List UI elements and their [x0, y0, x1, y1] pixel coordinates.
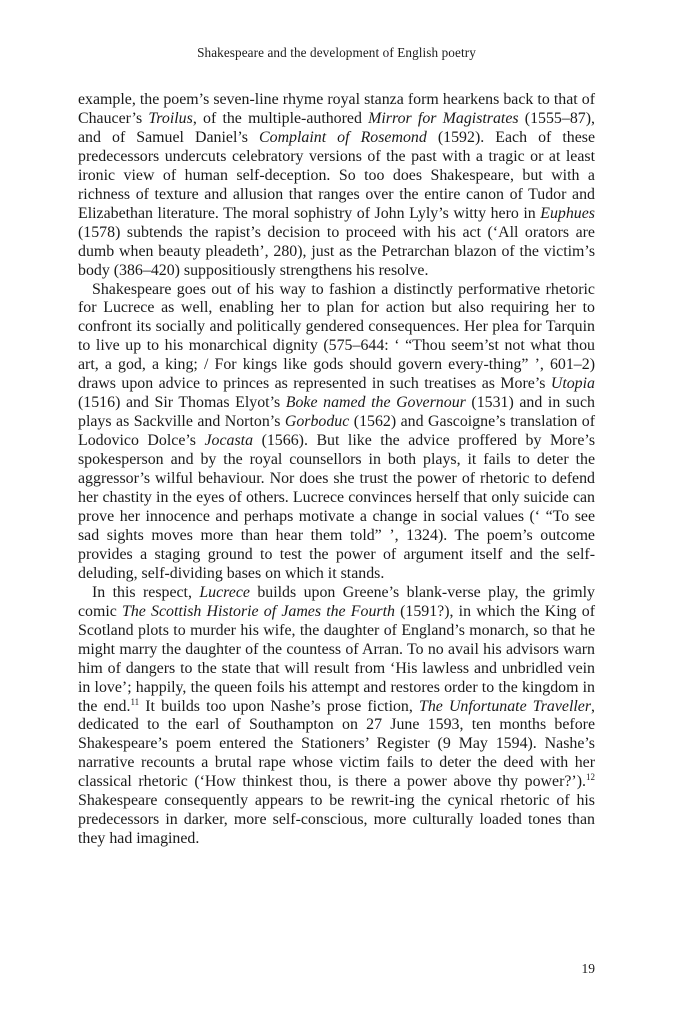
text-run: example, the poem’s seven-line rhyme royal stanza form hearkens back to that of Chaucer’s — [78, 91, 595, 127]
footnote-reference: 12 — [586, 772, 595, 783]
italic-title: The Scottish Historie of James the Fourth — [122, 602, 395, 620]
text-run: Shakespeare goes out of his way to fashion a distinctly performative rhetoric for Lucrece as well, enabling her to plan for action but also requiring her to confront its socially and politically gendered consequences. Her plea for Tarquin to live up to his monarchical dignity (575–644: ‘ “Thou seem’st not what thou art, a god, a king; / For kings like gods should govern every-thing” ’, 601–2) draws upon advice to princes as represented in such treatises as More’s — [78, 280, 595, 393]
text-run: Shakespeare consequently appears to be rewrit-ing the cynical rhetoric of his predecessors in darker, more self-conscious, more culturally loaded tones than they had imagined. — [78, 792, 595, 848]
text-run: (1555–87), and of Samuel Daniel’s — [78, 109, 595, 146]
italic-title: Troilus — [148, 109, 193, 127]
text-run: (1591?), in which the King of Scotland plots to murder his wife, the daughter of England’s monarch, so that he might marry the daughter of the countess of Arran. To no avail his advisors warn him of dangers to the state that will result from ‘His lawless and unbridled vein in love’; happily, the queen foils his attempt and restores order to the kingdom in the end. — [78, 602, 596, 715]
text-run: , of the multiple-authored — [192, 109, 369, 127]
paragraph-1 — [78, 91, 595, 281]
text-run: In this respect, — [92, 583, 200, 601]
italic-title: The Unfortunate Traveller — [418, 697, 592, 715]
italic-title: Gorboduc — [284, 413, 350, 431]
text-run: , dedicated to the earl of Southampton on 27 June 1593, ten months before Shakespeare’s poem entered the Stationers’ Register (9 May 1594). Nashe’s narrative recounts a brutal rape whose victim fails to deter the deed with her classical rhetoric (‘How thinkest thou, is there a power above thy power?’). — [78, 697, 596, 791]
italic-title: Utopia — [550, 375, 595, 393]
paragraph-2 — [78, 281, 595, 584]
text-run: (1531) and in such plays as Sackville and Norton’s — [78, 394, 596, 431]
text-run: It builds too upon Nashe’s prose fiction, — [139, 697, 419, 715]
text-run: (1516) and Sir Thomas Elyot’s — [78, 394, 286, 412]
text-run: builds upon Greene’s blank-verse play, the grimly comic — [78, 583, 595, 620]
italic-title: Complaint of Rosemond — [259, 128, 427, 146]
italic-title: Boke named the Governour — [285, 394, 466, 412]
italic-title: Euphues — [540, 204, 595, 222]
text-run: (1562) and Gascoigne’s translation of Lodovico Dolce’s — [78, 413, 595, 450]
text-run: (1566). But like the advice proffered by More’s spokesperson and by the royal counsellors in both plays, it fails to deter the aggressor’s wilful behaviour. Nor does she trust the power of rhetoric to defend her chastity in the eyes of others. Lucrece convinces herself that only suicide can prove her innocence and perhaps motivate a change in social values (‘ “To see sad sights moves more than hear them told” ’, 1324). The poem’s outcome provides a staging ground to test the power of argument itself and the self-deluding, self-dividing bases on which it stands. — [78, 432, 595, 582]
text-run: (1578) subtends the rapist’s decision to proceed with his act (‘All orators are dumb when beauty pleadeth’, 280), just as the Petrarchan blazon of the victim’s body (386–420) suppositiously strengthens his resolve. — [78, 223, 595, 279]
running-head: Shakespeare and the development of English poetry — [197, 45, 476, 60]
text-run: (1592). Each of these predecessors undercuts celebratory versions of the past with a tragic or at least ironic view of human self-deception. So too does Shakespeare, but with a richness of texture and allusion that ranges over the entire canon of Tudor and Elizabethan literature. The moral sophistry of John Lyly’s witty hero in — [78, 128, 596, 222]
italic-title: Jocasta — [204, 432, 254, 450]
italic-title: Lucrece — [199, 583, 250, 601]
paragraph-3 — [78, 584, 595, 849]
page-number: 19 — [581, 961, 595, 976]
italic-title: Mirror for Magistrates — [368, 109, 519, 127]
body-text — [78, 91, 595, 849]
footnote-reference: 11 — [130, 696, 140, 707]
